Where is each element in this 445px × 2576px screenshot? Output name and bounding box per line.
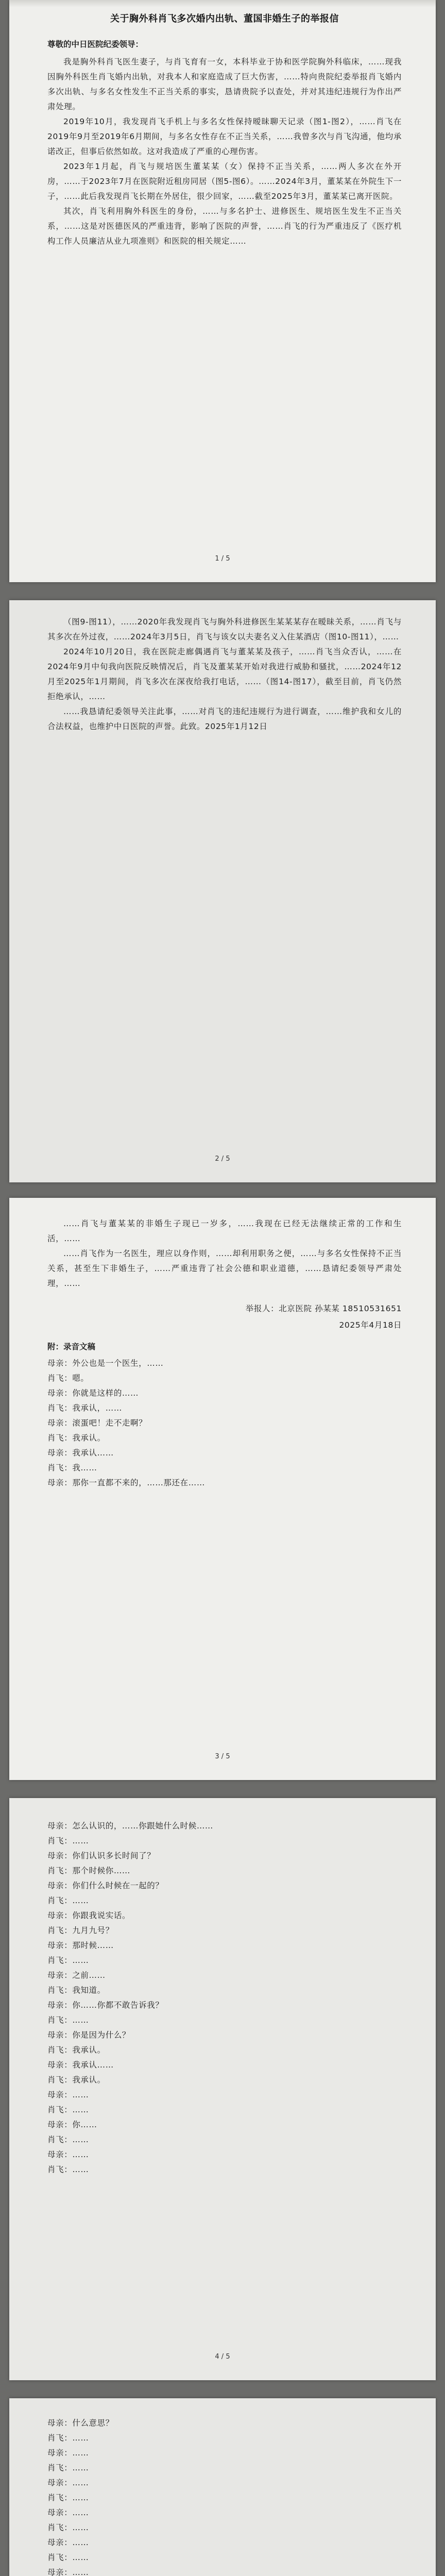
speaker-name: 母亲 (47, 2030, 64, 2040)
paragraph: 2019年10月，我发现肖飞手机上与多名女性保持暧昧聊天记录（图1-图2），……肖飞在2019年9月至2019年6月期间，与多名女性存在不正当关系，……我曾多次与肖飞沟通，他均承诺改正，但事后依然如故。这对我造成了严重的心理伤害。 (47, 117, 402, 156)
speaker-name: 肖飞 (47, 2105, 64, 2114)
speaker-colon: ： (64, 2448, 73, 2458)
speaker-colon: ： (64, 1926, 73, 1935)
speaker-colon: ： (64, 1821, 73, 1831)
speaker-name: 肖飞 (47, 1956, 64, 1965)
speaker-name: 肖飞 (47, 1433, 64, 1443)
paragraph: 我是胸外科肖飞医生妻子，与肖飞育有一女，本科毕业于协和医学院胸外科临床，……现我因胸外科医生肖飞婚内出轨，对我本人和家庭造成了巨大伤害，……特向贵院纪委举报肖飞婚内多次出轨、与多名女性发生不正当关系的事实，恳请贵院予以查处，并对其违纪违规行为作出严肃处理。 (47, 57, 402, 111)
speaker-name: 母亲 (47, 2060, 64, 2070)
speaker-colon: ： (64, 1403, 73, 1413)
transcript-line (47, 2461, 402, 2476)
speaker-colon: ： (64, 2568, 73, 2576)
document-page-1 (9, 0, 436, 582)
paragraph: 2023年1月起，肖飞与规培医生董某某（女）保持不正当关系，……两人多次在外开房，……于2023年7月在医院附近租房同居（图5-图6）。……2024年3月，董某某在外院生下一子，……此后我发现肖飞长期在外居住，很少回家，……截至2025年3月，董某某已离开医院。 (47, 162, 402, 201)
speaker-name: 母亲 (47, 1359, 64, 1368)
speaker-name: 母亲 (47, 2478, 64, 2487)
utterance: …… (72, 1956, 89, 1965)
transcript-line (47, 2520, 402, 2535)
transcript-line (47, 1446, 402, 1461)
transcript-line (47, 2505, 402, 2520)
speaker-name: 母亲 (47, 1478, 64, 1487)
speaker-name: 母亲 (47, 1941, 64, 1950)
paragraph: ……我恳请纪委领导关注此事，……对肖飞的违纪违规行为进行调查，……维护我和女儿的合法权益，也维护中日医院的声誉。此致。2025年1月12日 (47, 707, 402, 731)
utterance: 你……你都不敢告诉我？ (72, 2001, 164, 2010)
speaker-colon: ： (64, 1836, 73, 1845)
speaker-name: 肖飞 (47, 2075, 64, 2084)
speaker-colon: ： (64, 1463, 73, 1472)
document-page-2 (9, 600, 436, 1182)
speaker-colon: ： (64, 1359, 73, 1368)
letter-salutation: 尊敬的中日医院纪委领导： (47, 40, 144, 49)
utterance: 那你一直都不来的，……那还在…… (72, 1478, 205, 1487)
page-number: 1 / 5 (215, 555, 230, 563)
utterance: …… (72, 2553, 89, 2562)
utterance: …… (72, 2165, 89, 2174)
document-page-4 (9, 1798, 436, 2380)
paragraph: 其次，肖飞利用胸外科医生的身份，……与多名护士、进修医生、规培医生发生不正当关系，……这是对医德医风的严重违背，影响了医院的声誉，……肖飞的行为严重违反了《医疗机构工作人员廉洁从业九项准则》和医院的相关规定…… (47, 207, 402, 246)
speaker-colon: ： (64, 2045, 73, 2055)
speaker-colon: ： (64, 2165, 73, 2174)
speaker-name: 肖飞 (47, 2433, 64, 2443)
utterance: 怎么认识的，……你跟她什么时候…… (72, 1821, 214, 1831)
document-page-5 (9, 2398, 436, 2576)
speaker-name: 肖飞 (47, 1896, 64, 1905)
transcript-line (47, 1431, 402, 1446)
transcript-line (47, 2550, 402, 2565)
utterance: …… (72, 2538, 89, 2547)
utterance: …… (72, 2015, 89, 2025)
signature-block (47, 1300, 402, 1333)
utterance: 那个时候你…… (72, 1866, 131, 1875)
speaker-colon: ： (64, 1851, 73, 1860)
page-2-content (47, 615, 402, 734)
utterance: …… (72, 1836, 89, 1845)
speaker-name: 母亲 (47, 2120, 64, 2129)
utterance: …… (72, 1896, 89, 1905)
page-1-content (47, 11, 402, 249)
utterance: …… (72, 2433, 89, 2443)
speaker-colon: ： (64, 2418, 73, 2428)
speaker-colon: ： (64, 1866, 73, 1875)
speaker-colon: ： (64, 2015, 73, 2025)
utterance: 滚蛋吧！走不走啊？ (72, 1418, 147, 1428)
speaker-colon: ： (64, 2523, 73, 2532)
speaker-name: 母亲 (47, 1448, 64, 1458)
utterance: …… (72, 2150, 89, 2159)
speaker-name: 母亲 (47, 2508, 64, 2517)
speaker-colon: ： (64, 2508, 73, 2517)
speaker-name: 肖飞 (47, 2493, 64, 2502)
speaker-colon: ： (64, 2478, 73, 2487)
speaker-name: 母亲 (47, 1821, 64, 1831)
transcript (47, 1356, 402, 1490)
speaker-name: 肖飞 (47, 1866, 64, 1875)
speaker-name: 肖飞 (47, 2045, 64, 2055)
utterance: …… (72, 2135, 89, 2144)
utterance: …… (72, 2568, 89, 2576)
utterance: …… (72, 2478, 89, 2487)
transcript-line (47, 1461, 402, 1476)
utterance: 那时候…… (72, 1941, 114, 1950)
utterance: 我承认。 (72, 2075, 106, 2084)
speaker-name: 肖飞 (47, 1926, 64, 1935)
transcript-line (47, 1863, 402, 1878)
utterance: …… (72, 2090, 89, 2099)
speaker-name: 母亲 (47, 1971, 64, 1980)
transcript-line (47, 1416, 402, 1431)
transcript-line (47, 2117, 402, 2132)
utterance: 我承认。 (72, 1433, 106, 1443)
speaker-colon: ： (64, 2030, 73, 2040)
speaker-name: 母亲 (47, 2568, 64, 2576)
page-number: 2 / 5 (215, 1155, 230, 1163)
speaker-colon: ： (64, 2120, 73, 2129)
speaker-name: 母亲 (47, 1881, 64, 1890)
page-shadow (9, 0, 436, 7)
transcript-line (47, 2013, 402, 2028)
speaker-colon: ： (64, 2493, 73, 2502)
speaker-name: 肖飞 (47, 2553, 64, 2562)
speaker-colon: ： (64, 1911, 73, 1920)
speaker-colon: ： (64, 1388, 73, 1398)
transcript-line (47, 1356, 402, 1371)
utterance: 你是因为什么？ (72, 2030, 131, 2040)
document-page-3 (9, 1198, 436, 1780)
utterance: 我…… (72, 1463, 97, 1472)
transcript-line (47, 1923, 402, 1938)
speaker-colon: ： (64, 2135, 73, 2144)
transcript-line (47, 2162, 402, 2177)
speaker-name: 肖飞 (47, 1836, 64, 1845)
transcript-line (47, 1819, 402, 1834)
speaker-colon: ： (64, 2105, 73, 2114)
speaker-name: 肖飞 (47, 1403, 64, 1413)
utterance: …… (72, 2493, 89, 2502)
speaker-name: 母亲 (47, 1911, 64, 1920)
transcript-line (47, 1908, 402, 1923)
page-number: 3 / 5 (215, 1753, 230, 1760)
speaker-name: 母亲 (47, 1851, 64, 1860)
utterance: 之前…… (72, 1971, 106, 1980)
transcript-line (47, 1893, 402, 1908)
appendix-title: 附：录音文稿 (47, 1342, 96, 1351)
transcript-line (47, 1878, 402, 1893)
utterance: 九月九号？ (72, 1926, 114, 1935)
transcript-line (47, 2147, 402, 2162)
transcript-line (47, 2476, 402, 2490)
speaker-colon: ： (64, 1986, 73, 1995)
utterance: 你就是这样的…… (72, 1388, 139, 1398)
transcript-line (47, 1401, 402, 1416)
transcript (47, 2416, 402, 2576)
speaker-name: 肖飞 (47, 2165, 64, 2174)
speaker-name: 母亲 (47, 1418, 64, 1428)
paragraph: （图9-图11），……2020年我发现肖飞与胸外科进修医生某某某存在暧昧关系，……肖飞与其多次在外过夜，……2024年3月5日，肖飞与该女以夫妻名义入住某酒店（图10-图11），…… (47, 617, 402, 641)
speaker-name: 母亲 (47, 2150, 64, 2159)
utterance: 你们什么时候在一起的？ (72, 1881, 164, 1890)
speaker-colon: ： (64, 1478, 73, 1487)
page-5-content (47, 2416, 402, 2576)
signature-date: 2025年4月18日 (339, 1320, 402, 1330)
utterance: …… (72, 2463, 89, 2472)
speaker-colon: ： (64, 2001, 73, 2010)
utterance: 你…… (72, 2120, 97, 2129)
utterance: 我知道。 (72, 1986, 106, 1995)
speaker-colon: ： (64, 1448, 73, 1458)
transcript-line (47, 1834, 402, 1849)
paragraph: ……肖飞作为一名医生，理应以身作则，……却利用职务之便，……与多名女性保持不正当关系，甚至生下非婚生子，……严重违背了社会公德和职业道德，……恳请纪委领导严肃处理，…… (47, 1249, 402, 1288)
transcript-line (47, 1849, 402, 1863)
transcript-line (47, 2058, 402, 2073)
transcript-line (47, 2446, 402, 2461)
transcript-line (47, 1953, 402, 1968)
page-3-content (47, 1216, 402, 1490)
transcript-line (47, 2431, 402, 2446)
speaker-colon: ： (64, 2150, 73, 2159)
utterance: …… (72, 2508, 89, 2517)
letter-title: 关于胸外科肖飞多次婚内出轨、董国非婚生子的举报信 (110, 13, 339, 24)
speaker-colon: ： (64, 2433, 73, 2443)
speaker-name: 母亲 (47, 1388, 64, 1398)
transcript-line (47, 2416, 402, 2431)
speaker-name: 肖飞 (47, 2523, 64, 2532)
utterance: 嗯。 (72, 1374, 89, 1383)
speaker-colon: ： (64, 1956, 73, 1965)
utterance: 你跟我说实话。 (72, 1911, 131, 1920)
transcript-line (47, 2565, 402, 2576)
page-4-content (47, 1819, 402, 2177)
speaker-name: 肖飞 (47, 2015, 64, 2025)
speaker-colon: ： (64, 1433, 73, 1443)
speaker-colon: ： (64, 1881, 73, 1890)
speaker-colon: ： (64, 2538, 73, 2547)
transcript-line (47, 2103, 402, 2117)
speaker-colon: ： (64, 1896, 73, 1905)
transcript-line (47, 1476, 402, 1490)
speaker-colon: ： (64, 1971, 73, 1980)
speaker-name: 母亲 (47, 2090, 64, 2099)
utterance: 我承认…… (72, 1448, 114, 1458)
speaker-colon: ： (64, 2090, 73, 2099)
speaker-name: 肖飞 (47, 1986, 64, 1995)
utterance: …… (72, 2105, 89, 2114)
speaker-name: 母亲 (47, 2448, 64, 2458)
speaker-name: 肖飞 (47, 1374, 64, 1383)
speaker-name: 母亲 (47, 2418, 64, 2428)
speaker-colon: ： (64, 1418, 73, 1428)
signature: 举报人：北京医院 孙某某 18510531651 (245, 1304, 402, 1313)
utterance: …… (72, 2523, 89, 2532)
utterance: …… (72, 2448, 89, 2458)
transcript-line (47, 2043, 402, 2058)
speaker-name: 母亲 (47, 2538, 64, 2547)
transcript-line (47, 1386, 402, 1401)
transcript (47, 1819, 402, 2177)
speaker-name: 肖飞 (47, 2135, 64, 2144)
utterance: 什么意思？ (72, 2418, 114, 2428)
transcript-line (47, 2088, 402, 2103)
transcript-line (47, 2132, 402, 2147)
page-number: 4 / 5 (215, 2353, 230, 2361)
utterance: 你们认识多长时间了？ (72, 1851, 156, 1860)
speaker-name: 母亲 (47, 2001, 64, 2010)
speaker-colon: ： (64, 2060, 73, 2070)
speaker-colon: ： (64, 2075, 73, 2084)
transcript-line (47, 2073, 402, 2088)
transcript-line (47, 2028, 402, 2043)
speaker-colon: ： (64, 1941, 73, 1950)
utterance: 外公也是一个医生，…… (72, 1359, 164, 1368)
transcript-line (47, 2490, 402, 2505)
speaker-name: 肖飞 (47, 1463, 64, 1472)
transcript-line (47, 1938, 402, 1953)
paragraph: 2024年10月20日，我在医院走廊偶遇肖飞与董某某及孩子，……肖飞当众否认，……在2024年9月中旬我向医院反映情况后，肖飞及董某某开始对我进行威胁和骚扰，……2024年12月至2025年1月期间，肖飞多次在深夜给我打电话，……（图14-图17），截至目前，肖飞仍然拒绝承认，…… (47, 647, 402, 701)
speaker-colon: ： (64, 2553, 73, 2562)
transcript-line (47, 1371, 402, 1386)
transcript-line (47, 2535, 402, 2550)
transcript-line (47, 1968, 402, 1983)
transcript-line (47, 1998, 402, 2013)
transcript-line (47, 1983, 402, 1998)
utterance: 我承认。 (72, 2045, 106, 2055)
utterance: 我承认…… (72, 2060, 114, 2070)
speaker-colon: ： (64, 2463, 73, 2472)
utterance: 我承认，…… (72, 1403, 122, 1413)
speaker-name: 肖飞 (47, 2463, 64, 2472)
speaker-colon: ： (64, 1374, 73, 1383)
paragraph: ……肖飞与董某某的非婚生子现已一岁多，……我现在已经无法继续正常的工作和生活，…… (47, 1219, 402, 1243)
